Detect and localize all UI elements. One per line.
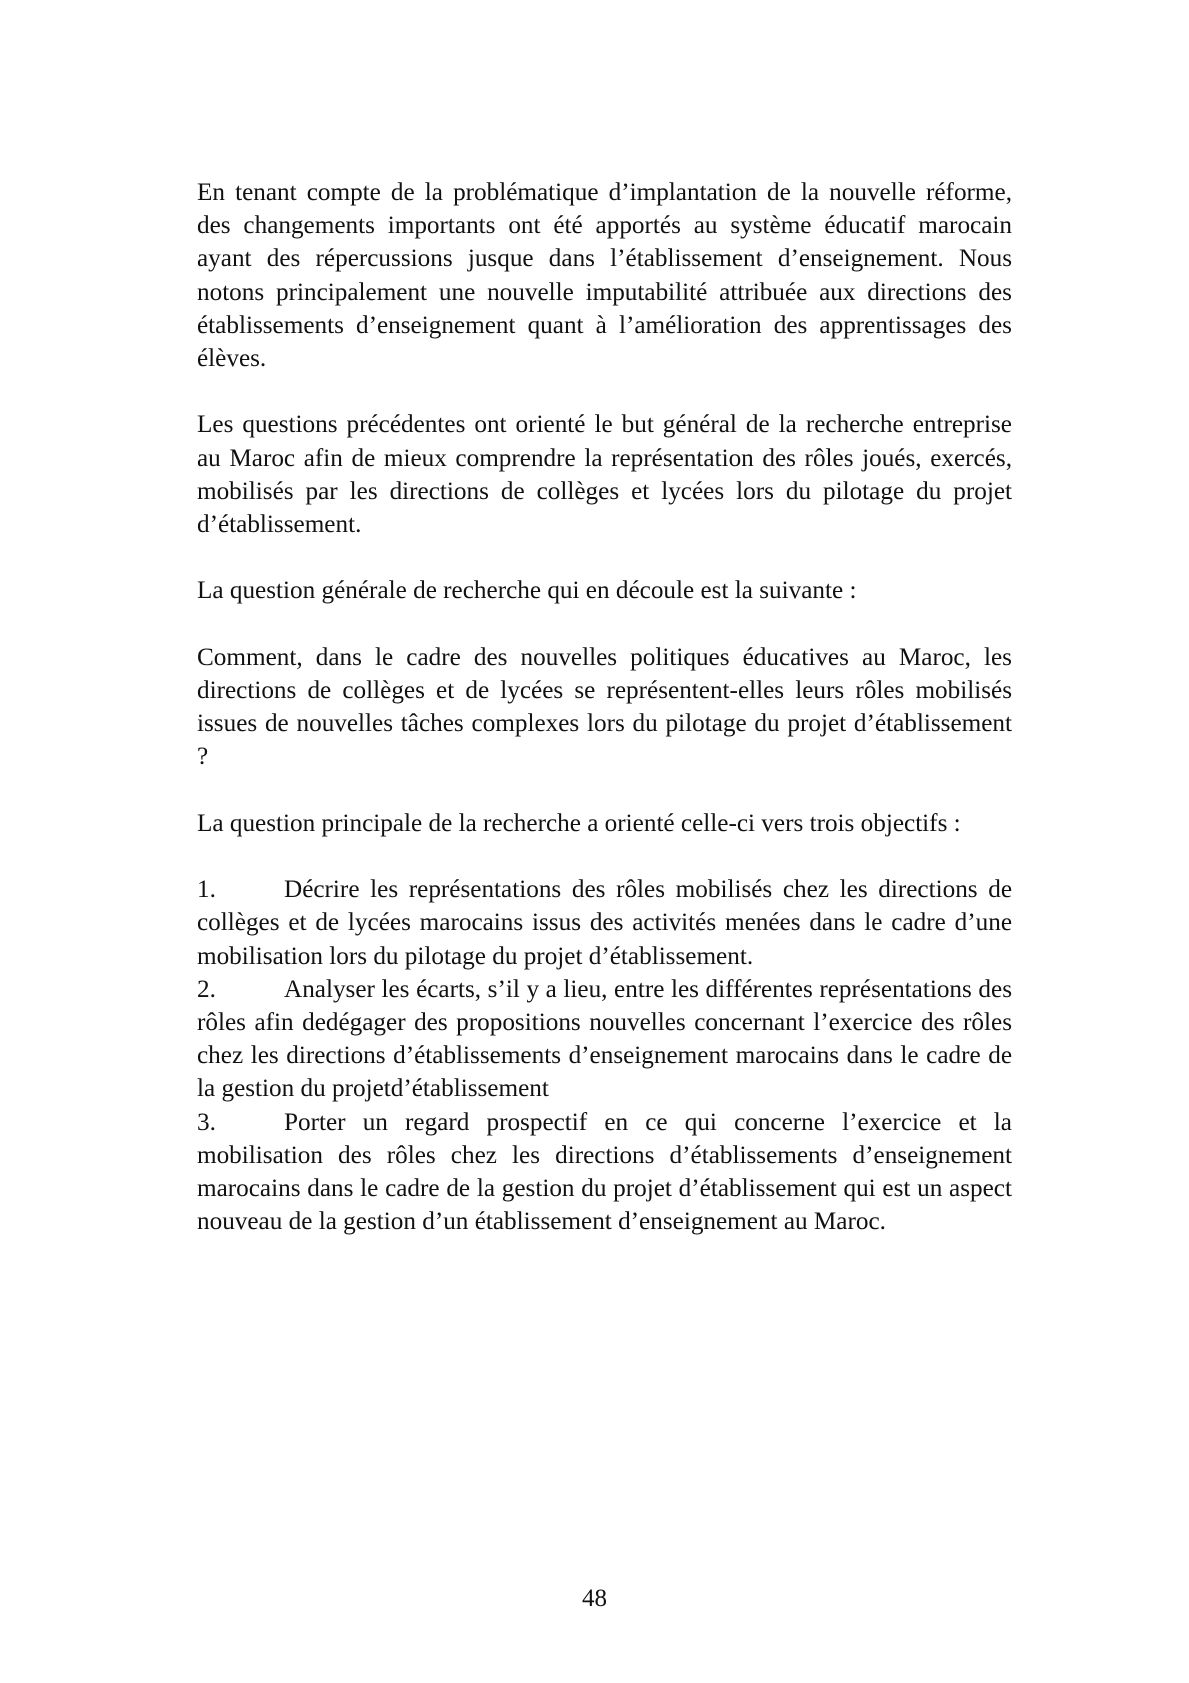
- objective-number: 2.: [197, 975, 216, 1003]
- paragraph-research-question: Comment, dans le cadre des nouvelles politiques éducatives au Maroc, les directions de collèges et de lycées se représentent-elles leurs rôles mobilisés issues de nouvelles tâches complexes lors du pilotage du projet d’établissement ?: [197, 643, 1012, 771]
- page-number: 48: [582, 1585, 607, 1612]
- paragraph-gap: [197, 375, 1012, 408]
- paragraph-gap: [197, 840, 1012, 873]
- paragraph-gap: [197, 774, 1012, 807]
- objective-text: Décrire les représentations des rôles mobilisés chez les directions de collèges et de lycées marocains issus des activités menées dans le cadre d’une mobilisation lors du pilotage du projet d’établissement.: [197, 876, 1012, 970]
- page-body: [197, 176, 1012, 1238]
- objective-item: [197, 973, 1012, 1106]
- paragraph-context: En tenant compte de la problématique d’implantation de la nouvelle réforme, des changements importants ont été apportés au système éducatif marocain ayant des répercussions jusque dans l’établissement d’enseignement. Nous notons principalement une nouvelle imputabilité attribuée aux directions des établissements d’enseignement quant à l’amélioration des apprentissages des élèves.: [197, 179, 1012, 373]
- objective-number: 1.: [197, 876, 216, 904]
- paragraph-research-goal: Les questions précédentes ont orienté le but général de la recherche entreprise au Maroc afin de mieux comprendre la représentation des rôles joués, exercés, mobilisés par les directions de collèges et lycées lors du pilotage du projet d’établissement.: [197, 411, 1012, 539]
- objective-item: [197, 1106, 1012, 1239]
- objective-item: [197, 873, 1012, 973]
- paragraph-question-intro: La question générale de recherche qui en découle est la suivante :: [197, 577, 857, 605]
- objective-number: 3.: [197, 1108, 216, 1136]
- objective-text: Analyser les écarts, s’il y a lieu, entre les différentes représentations des rôles afin dedégager des propositions nouvelles concernant l’exercice des rôles chez les directions d’établissements d’enseignement marocains dans le cadre de la gestion du projetd’établissement: [197, 975, 1012, 1103]
- paragraph-gap: [197, 608, 1012, 641]
- paragraph-objectives-intro: La question principale de la recherche a orienté celle-ci vers trois objectifs :: [197, 809, 961, 837]
- objective-text: Porter un regard prospectif en ce qui concerne l’exercice et la mobilisation des rôles chez les directions d’établissements d’enseignement marocains dans le cadre de la gestion du projet d’établissement qui est un aspect nouveau de la gestion d’un établissement d’enseignement au Maroc.: [197, 1108, 1012, 1236]
- objectives-list: [197, 873, 1012, 1238]
- paragraph-gap: [197, 541, 1012, 574]
